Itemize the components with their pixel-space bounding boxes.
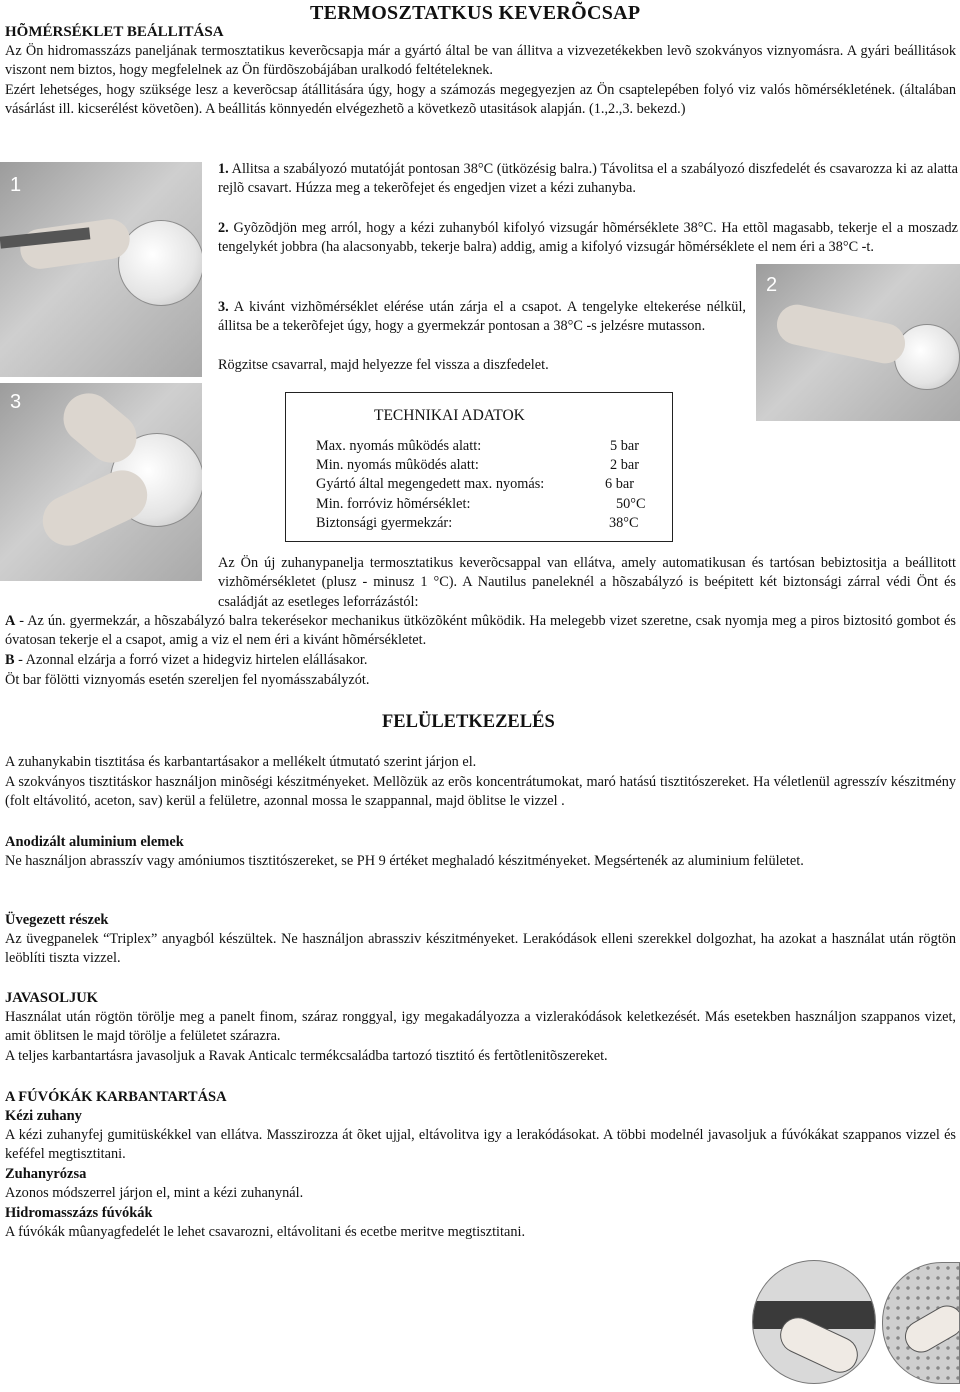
hand-shower-heading: Kézi zuhany: [5, 1108, 82, 1124]
adjustment-paragraph: Ezért lehetséges, hogy szüksége lesz a keverõcsap átállitására úgy, hogy a számozás megegyezjen az Ön csaptelepében folyó viz valós hõmérsékletének. (általában vásárlást ill. kicserélést követõen). A beállitás könnyedén elvégezhetõ a következõ utasitások alapján. (1.,2.,3. bekezd.): [5, 82, 956, 118]
step-3-text: A kivánt vizhõmérséklet elérése után zárja el a csapot. A tengelyke eltekerése nélkül, állitsa be a tekerõfejet úgy, hogy a gyermekzár pontosan a 38°C -s jelzésre mutasson.: [218, 299, 746, 335]
anodized-heading: Anodizált aluminium elemek: [5, 834, 184, 850]
surface-paragraph-1: A zuhanykabin tisztitása és karbantartásakor a mellékelt útmutató szerint járjon el.: [5, 754, 477, 770]
safety-item-b-label: B: [5, 652, 15, 668]
hand-image: [773, 301, 908, 367]
tech-row-hot-water: [316, 496, 661, 513]
shower-rose-heading: Zuhanyrózsa: [5, 1166, 87, 1182]
step-1: [218, 160, 958, 199]
photo-number-3: 3: [10, 391, 22, 413]
hydromassage-heading: Hidromasszázs fúvókák: [5, 1205, 153, 1221]
section-heading-temperature: HÕMÉRSÉKLET BEÁLLITÁSA: [5, 24, 224, 40]
tech-value: 5 bar: [610, 438, 639, 454]
tech-label: Gyártó által megengedett max. nyomás:: [316, 476, 545, 492]
tech-label: Max. nyomás mûködés alatt:: [316, 438, 482, 454]
photo-step-1: [0, 162, 202, 377]
nozzle-heading: A FÚVÓKÁK KARBANTARTÁSA: [5, 1089, 227, 1105]
step-1-number: 1.: [218, 161, 229, 177]
tech-value: 2 bar: [610, 457, 639, 473]
finger-image: [899, 1300, 960, 1359]
glass-paragraph: Az üvegpanelek “Triplex” anyagból készültek. Ne használjon abrassziv készitményeket. Lerakódások elleni szerekkel dolgozhat, ha azokat a használat után rögtön leöblíti tiszta vizzel.: [5, 931, 956, 967]
safety-item-a-label: A: [5, 613, 16, 629]
step-3: [218, 298, 746, 337]
tech-row-allowed-pressure: [316, 476, 661, 493]
step-2-text: Gyõzõdjön meg arról, hogy a kézi zuhanyból kifolyó vizsugár hõmérséklete 38°C. Ha ettõl magasabb, tekerje el a moszadz tengelykét jobbra (ha alacsonyabb, tekerje balra) addig, amig a kifolyó vizsugár hõmérséklete el nem éri a 38°C -t.: [218, 220, 959, 256]
tech-label: Min. nyomás mûködés alatt:: [316, 457, 479, 473]
step-2: [218, 219, 958, 258]
shower-rose-paragraph: Azonos módszerrel járjon el, mint a kézi zuhanynál.: [5, 1185, 304, 1201]
tech-value: 38°C: [609, 515, 639, 531]
tech-row-max-pressure: [316, 438, 661, 455]
safety-item-b: [5, 651, 956, 670]
tech-row-min-pressure: [316, 457, 661, 474]
nozzle-illustration-2: [882, 1262, 960, 1384]
recommend-paragraph-1: Használat után rögtön törölje meg a panelt finom, száraz ronggyal, igy megakadályozza a vizlerakódások keletkezését. Más esetekben használjon szappanos vizet, amit öblitsen le majd törölje a felületet szárazra.: [5, 1009, 956, 1045]
surface-heading: FELÜLETKEZELÉS: [382, 712, 555, 732]
safety-item-a: [5, 612, 956, 651]
intro-paragraph: Az Ön hidromasszázs paneljának termosztatikus keverõcsapja már a gyártó által be van állitva a vizvezetékekben levõ szokványos viznyomásra. A gyári beállitások viszont nem biztos, hogy megfelelnek az Ön fürdõszobájában uralkodó feltételeknek.: [5, 43, 956, 79]
surface-paragraph-2: A szokványos tisztitáskor használjon minõségi készitményeket. Mellõzük az erõs koncentrátumokat, maró hatású tisztitószereket. Ha véletlenül agresszív készitmény (folt eltávolitó, aceton, sav) kerül a felületre, azonnal mossa le szappannal, majd öblitse le vizzel .: [5, 774, 956, 810]
hand-shower-paragraph: A kézi zuhanyfej gumitüskékkel van ellátva. Masszirozza át õket ujjal, eltávolitva igy a lerakódásokat. A többi modelnél javasoljuk a fúvókákat szappanos vizzel és keféfel megtisztitani.: [5, 1127, 956, 1163]
safety-item-b-text: - Azonnal elzárja a forró vizet a hidegviz hirtelen elállásakor.: [14, 652, 368, 668]
recommend-paragraph-2: A teljes karbantartásra javasoljuk a Ravak Anticalc termékcsaládba tartozó tisztitó és fertõtlenitõszereket.: [5, 1048, 608, 1064]
hydromassage-paragraph: A fúvókák mûanyagfedelét le lehet csavarozni, eltávolitani és ecetbe meritve megtisztitani.: [5, 1224, 526, 1240]
technical-data-box: [285, 392, 673, 542]
thermostat-dial-image: [118, 220, 202, 306]
thermostat-dial-image: [894, 324, 960, 390]
safety-item-a-text: - Az ún. gyermekzár, a hõszabályzó balra tekerésekor mechanikus ütközõként mûködik. Ha melegebb vizet szeretne, csak nyomja meg a piros biztositó gombot és óvatosan tekerje el a csapot, amig a viz el nem éri a kivánt hõmérsékletet.: [5, 613, 956, 649]
technical-data-title: TECHNIKAI ADATOK: [374, 407, 525, 424]
tech-value: 50°C: [616, 496, 646, 512]
nozzle-illustration-1: [752, 1260, 876, 1384]
anodized-paragraph: Ne használjon abrasszív vagy amóniumos tisztitószereket, se PH 9 értéket meghaladó készitményeket. Megsértenék az aluminium felületet.: [5, 853, 804, 869]
photo-step-3: [0, 383, 202, 581]
pressure-regulator-note: Öt bar fölötti viznyomás esetén szereljen fel nyomásszabályzót.: [5, 672, 370, 688]
page-title: TERMOSZTATKUS KEVERÕCSAP: [310, 2, 641, 24]
glass-heading: Üvegezett részek: [5, 912, 109, 928]
photo-number-2: 2: [766, 274, 778, 296]
step-1-text: Allitsa a szabályozó mutatóját pontosan 38°C (ütközésig balra.) Távolitsa el a szabályozó diszfedelét és csavarozza ki az alatta rejlõ csavart. Húzza meg a tekerõfejet és engedjen vizet a kézi zuhanyba.: [218, 161, 958, 197]
tech-label: Biztonsági gyermekzár:: [316, 515, 453, 531]
tech-label: Min. forróviz hõmérséklet:: [316, 496, 471, 512]
safety-paragraph: Az Ön új zuhanypanelja termosztatikus keverõcsappal van ellátva, amely automatikusan és tartósan bebiztositja a beállitott vizhõmérsékletet (plusz - minusz 1 °C). A Nautilus paneleknél a hõszabályzó is beépitett két biztonsági zárral védi Önt és családját az esetleges leforrázástól:: [218, 555, 956, 610]
step-2-number: 2.: [218, 220, 229, 236]
recommend-heading: JAVASOLJUK: [5, 990, 98, 1006]
tech-row-child-lock: [316, 515, 661, 532]
step-3-number: 3.: [218, 299, 229, 315]
photo-step-2: [756, 264, 960, 421]
step-3-fixing: Rögzitse csavarral, majd helyezze fel vissza a diszfedelet.: [218, 357, 549, 373]
tech-value: 6 bar: [605, 476, 634, 492]
hand-image: [35, 462, 156, 554]
photo-number-1: 1: [10, 174, 22, 196]
